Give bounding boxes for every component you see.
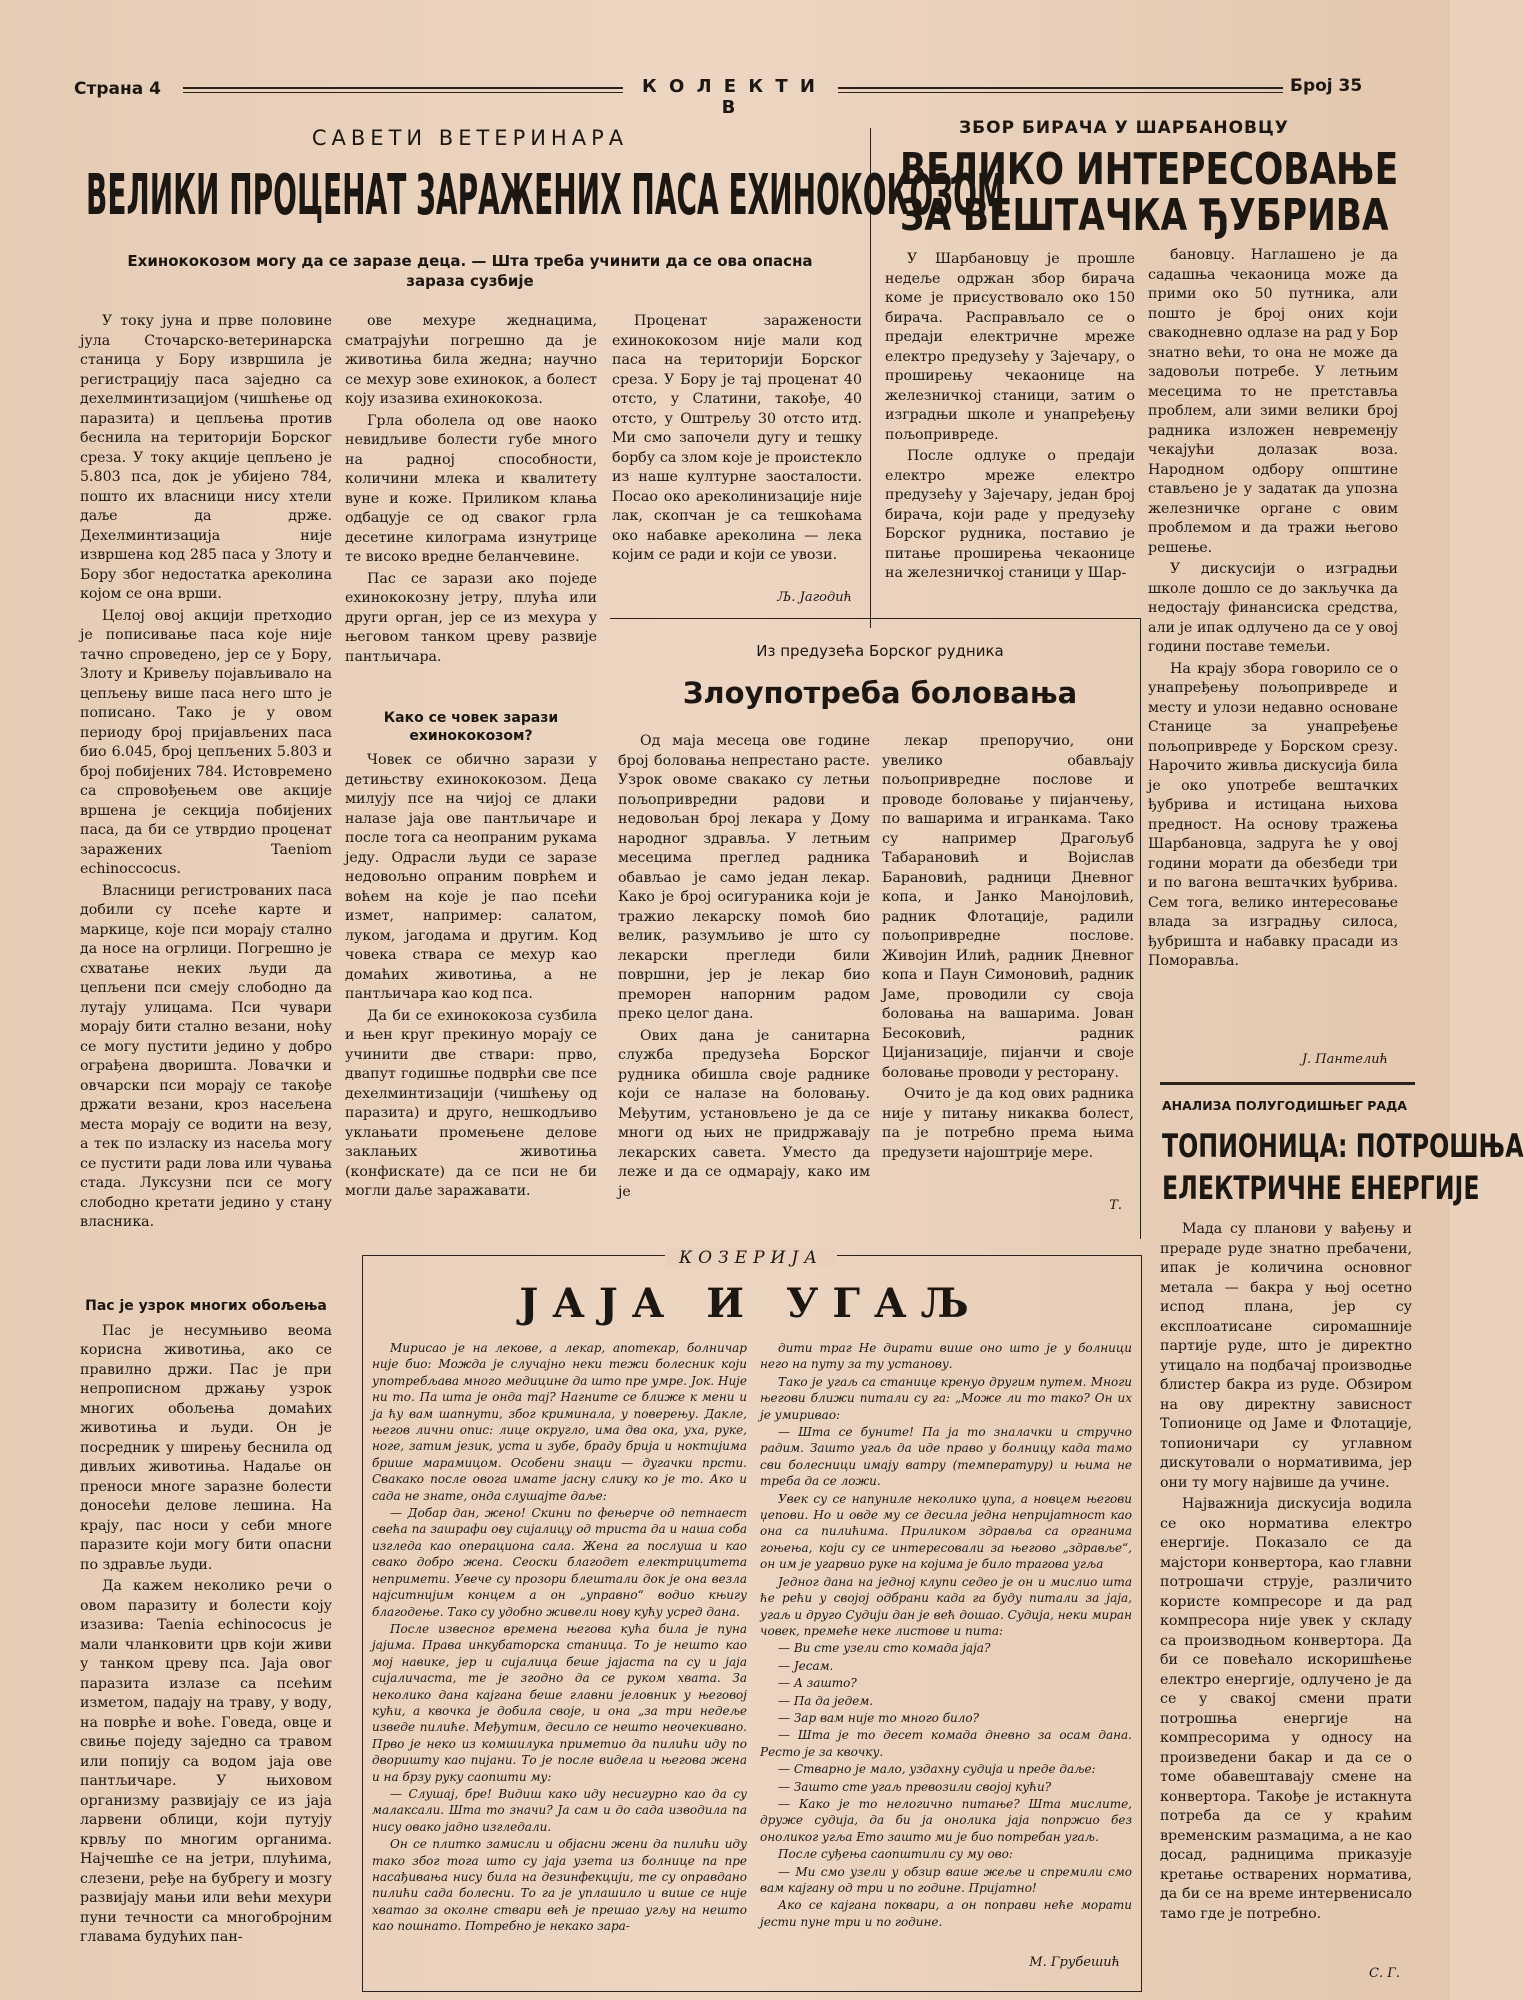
- article3-headline: Злоупотреба боловања: [682, 676, 1078, 710]
- paragraph: дити траг Не дирати више оно што је у болници него на путу за ту установу.: [760, 1341, 1132, 1372]
- article1-col2: [345, 312, 597, 702]
- paragraph: ове мехуре жеднацима, сматрајући погрешно да је животиња била жедна; научно се мехур зове ехинокок, а болест коју изазива ехинококоза.: [345, 313, 597, 407]
- paragraph: Очито је да код ових радника није у питању никаква болест, па је потребно према њима предузети најоштрије мере.: [882, 1086, 1134, 1161]
- paragraph: — Јесам.: [778, 1658, 834, 1673]
- article2-signature: Ј. Пантелић: [1301, 1052, 1388, 1067]
- paragraph: У току јуна и прве половине јула Сточарско-ветеринарска станица у Бору извршила је регистрацију паса заједно са дехелминтизацијом (чишћење од паразита) и цепљења против беснила на територији Борског среза. У току акције цепљено је 5.803 пса, док је убијено 784, пошто их власници нису хтели даље да држе. Дехелминтизација није извршена код 285 паса у Злоту и Бору због недостатка ареколина којом се она врши.: [80, 313, 332, 602]
- paragraph: Грла оболела од ове наоко невидљиве болести губе много на радној способности, количини млека и квалитету вуне и коже. Приликом клања одбацује се од сваког грла десетине килограма изнутрице те високо вредне беланчевине.: [345, 412, 597, 565]
- paragraph: — Зар вам није то много било?: [778, 1710, 980, 1725]
- paragraph: Тако је угаљ са станице кренуо другим путем. Многи његови ближи питали су га: „Може ли то тако? Он их је умиривао:: [760, 1374, 1132, 1422]
- paragraph: На крају збора говорило се о унапређењу пољопривреде и месту и улози недавно основане Станице за унапређење пољопривреде у Борском срезу. Нарочито живља дискусија била је око употребе вештачких ђубрива и истицана њихова предност. На основу тражења Шарбановца, задруга ће у овој години морати да обезбеди три и по вагона вештачких ђубрива. Сем тога, велико интересовање влада за изградњу силоса, ђубришта и набавку прасади из Поморавља.: [1148, 660, 1398, 969]
- paragraph: Човек се обично зарази у детињству ехинококозом. Деца милују псе на чијој се длаки налазе јаја ове пантљичаре и после тога са неопраним рукама једу. Одрасли људи се заразе недовољно опраним поврћем и воћем на које је пао псећи измет, например: салатом, луком, јагодама и другим. Код човека ствара се мехур као домаћих животиња, а не пантљичара као код пса.: [345, 752, 597, 1002]
- paragraph: лекар препоручио, они увелико обављају пољопривредне послове и проводе боловање у пијанчењу, по вашарима и игранкама. Тако су например Драгољуб Табарановић и Војислав Барановић, радници Дневног копа, и Јанко Манојловић, радник Флотације, радили пољопривредне послове. Живојин Илић, радник Дневног копа и Паун Симоновић, радник Јаме, проводили су своја боловања на вашарима. Јован Бесоковић, радник Цијанизације, пијанчи и своје боловање проводи у ресторану.: [882, 733, 1134, 1081]
- article3-kicker: Из предузећа Борског рудника: [756, 642, 1004, 660]
- paragraph: Пас се зарази ако поједе ехинококозну јетру, плућа или други орган, јер се из мехура у његовом танком цреву развије пантљичара.: [345, 570, 597, 665]
- article1-col2b: [345, 704, 597, 1244]
- paragraph: Да кажем неколико речи о овом паразиту и болести коју изазива: Taenia echinococus је мали чланковити црв који живи у танком цреву пса. Јаја овог паразита излазе са псећим изметом, падају на траву, у воду, на поврће и воће. Говеда, овце и свиње поједу заједно са травом или попију са водом јаја ове пантљичаре. У њиховом организму развијају се из јаја ларвени облици, који путују крвљу по многим органима. Најчешће се на јетри, плућима, слезени, ређе на бубрегу и мозгу развијају мањи или већи мехури пуни течности са многобројним главама будућих пан-: [80, 1578, 332, 1945]
- article1-col3: [612, 312, 862, 582]
- paragraph: Ових дана је санитарна служба предузећа Борског рудника обишла своје раднике који се налазе на боловању. Међутим, установљено је да се многи од њих не придржавају лекарских савета. Уместо да леже и да се одмарају, како им је: [618, 1027, 870, 1200]
- paragraph: — Шта је то десет комада дневно за осам дана. Ресто је за квочку.: [760, 1728, 1132, 1759]
- paragraph: Од маја месеца ове године број боловања непрестано расте. Узрок овоме свакако су летњи пољопривредни радови и недовољан број лекара у Дому народног здравља. У летњим месецима преглед радника обављао је само један лекар. Како је број осигураника који је тражио лекарску помоћ био велик, разумљиво је што су лекарски прегледи били површни, јер је лекар био преморен напорним радом преко целог дана.: [618, 733, 870, 1022]
- paragraph: После одлуке о предаји електро мреже електро предузећу у Зајечару, један број бирача, који раде у предузећу Борског рудника, поставио је питање проширења чекаонице на железничкој станици у Шар-: [885, 448, 1135, 581]
- paragraph: — Стварно је мало, уздахну судија и преде даље:: [778, 1762, 1096, 1777]
- paragraph: Најважнија дискусија водила се око норматива електро енергије. Показало се да мајстори конвертора, као главни потрошачи струје, различито користе компресоре и да рад компресора није увек у складу са производњом конвертора. Да би се повећало искоришћење електро енергије, одлучено је да се у свакој смени прати потрошња енергије на компресорима у односу на произведени бакар и да се о томе обавештавају смене на конвертора. Такође је истакнута потреба да се у краћим временским размацима, а не као досад, радницима приказује кретање остварених норматива, да би се на време интервенисало тамо где је потребно.: [1160, 1496, 1412, 1922]
- paragraph: Увек су се напуниле неколико џупа, а новцем његови џепови. Но и овде му се десила једна непријатност као она са пилићима. Приликом здравља са органима гоњења, који су се интересовали за његово „здравље“, он им је угарвио руке на којима је било трагова угља: [760, 1491, 1132, 1572]
- paragraph: У Шарбановцу је прошле недеље одржан збор бирача коме је присуствовало око 150 бирача. Расправљало се о предаји електричне мреже електро предузећу у Зајечару, о проширењу чекаонице на железничкој станици, затим о изградњи школе и унапређењу пољопривреде.: [885, 251, 1135, 443]
- paragraph: Мада су планови у вађењу и прераде руде знатно пребачени, ипак је количина основног метала — бакра у њој осетно испод плана, јер су експлоатисане сиромашније партије руде, што је директно утицало на подбачај производње блистер бакра из руде. Обзиром на ову директну зависност Топионице од Јаме и Флотације, топионичари су углавном дискутовали о нормативима, јер они ту могу највише да учине.: [1160, 1221, 1412, 1491]
- article4-headline2: ЕЛЕКТРИЧНЕ ЕНЕРГИЈЕ: [1162, 1169, 1480, 1207]
- section-subhead: Како се човек зарази ехинококозом?: [383, 710, 559, 744]
- paragraph: После извесног времена његова кућа била је пуна јајима. Права инкубаторска станица. То је нешто као мој навике, јер и сијалица беше јајаста па су и јаја сијаличаста, те је згодно да се руком хвата. За неколико дана кајгана беше главни јеловник у његовој кући, а квочка је добила своје, и она „за три недеље изведе пилиће. Међутим, десило се нешто неочекивано. Прво је неко из комшилука приметио да пилићи иду по дворишту као пијани. То је после видела и његова жена и на брзу руку саопшти му:: [372, 1621, 747, 1784]
- paragraph: Да би се ехинококоза сузбила и њен круг прекинуо морају се учинити две ствари: прво, двапут годишње подврћи све псе дехелминтизацији (чишћењу од паразита) и друго, нешкодљиво уклањати промењене делове заклањих животиња (конфискате) да се пси не би могли даље заражавати.: [345, 1007, 597, 1199]
- paragraph: — А зашто?: [778, 1676, 857, 1691]
- paragraph: Целој овој акцији претходио је пописивање паса које није тачно спроведено, јер се у Бору, Злоту и Кривељу појављивало на цепљењу више паса него што је пописано. Тако је у овом периоду број пријављених паса био 6.045, број цепљених 5.803 и број побијених 784. Истовремено са спровођењем ове акције вршена је секција побијених паса, да би се утврдио проценат заражених Taeniom echinoccocus.: [80, 607, 332, 877]
- paragraph: Једног дана на једној клупи седео је он и мислио шта ће рећи у својој одбрани када га буду питали за јаја, угаљ и друго Судији дан је већ дошао. Судија, неки миран човек, премеће неке листове и пита:: [760, 1574, 1132, 1638]
- article1-col1b: [80, 1292, 332, 2000]
- section-subhead: Пас је узрок многих обољења: [85, 1298, 327, 1314]
- article2-kicker: ЗБОР БИРАЧА У ШАРБАНОВЦУ: [959, 118, 1289, 138]
- article1-subhead: Ехинококозом могу да се заразе деца. — Шта треба учинити да се ова опасна зараза сузбије: [127, 252, 813, 290]
- kozerija-col1: [372, 1340, 747, 1980]
- paragraph: Власници регистрованих паса добили су псеће карте и маркице, које пси морају стално да носе на огрлици. Погрешно је схватање неких људи да цепљени пси смеју слободно да лутају улицама. Пси чувари морају бити стално везани, ноћу се могу пустити једино у добро ограђена дворишта. Ловачки и овчарски пси морају се такође држати везани, кроз насељена места морају се водити на везу, а тек по изласку из насеља могу се пустити ради лова или чувања стада. Луксузни пси се могу слободно кретати једино у стану власника.: [80, 882, 332, 1230]
- kozerija-title: ЈАЈА И УГАЉ: [519, 1280, 983, 1327]
- kozerija-col2: [760, 1340, 1132, 1945]
- article4-headline1: ТОПИОНИЦА: ПОТРОШЊА: [1162, 1127, 1524, 1165]
- page-number: Страна 4: [74, 79, 161, 99]
- article2-headline1: ВЕЛИКО ИНТЕРЕСОВАЊЕ: [900, 144, 1399, 195]
- paragraph: — Добар дан, жено! Скини по фењерче од петнаест свећа па зашрафи ову сијалицу од триста да и наша соба изгледа као операциона сала. Жена га послуша и као свако добро жена. Сеоски благодет електрицитета непримети. Увече су прозори блештали док је она везла најситнијим концем а он „управно“ водио књигу благодење. Тако су удобно живели нову кућу усред дана.: [372, 1506, 747, 1619]
- article4-kicker: АНАЛИЗА ПОЛУГОДИШЊЕГ РАДА: [1162, 1098, 1407, 1113]
- paragraph: Он се плитко замисли и објасни жени да пилићи иду тако због тога што су јаја узета из болнице па пре насађивања нису била на дезинфекцији, те су оправдано пилићи сада болесни. То га је уплашило и више се није хватао за околне ствари већ је прешао угљу на нешто као пошнато. Потребно је некако зара-: [372, 1837, 747, 1934]
- paragraph: Проценат заражености ехинококозом није мали код паса на територији Борског среза. У Бору је тај проценат 40 отсто, у Слатини, такође, 40 отсто, у Оштрељу 30 отсто итд. Ми смо започели дугу и тешку борбу са злом које је проистекло из наше културне заосталости. Посао око ареколинизације није лак, скопчан је са тешкоћама око набавке ареколина — лека којим се ради и који се увози.: [612, 313, 862, 563]
- paragraph: бановцу. Наглашено је да садашња чекаоница може да прими око 50 путника, али пошто је број оних који свакодневно одлазе на рад у Бор знатно већи, то она не може да задовољи потребе. У летњим месецима то не претставља проблем, али зими велики број радника изложен невременју чекајући долазак воза. Народном одбору општине стављено је у задатак да упозна железничке органе с овим проблемом и да тражи његово решење.: [1148, 247, 1398, 556]
- paragraph: После суђења саопштили су му ово:: [778, 1847, 1013, 1862]
- article1-headline: ВЕЛИКИ ПРОЦЕНАТ ЗАРАЖЕНИХ ПАСА ЕХИНОКОКОЗОМ: [86, 163, 1005, 228]
- article1-col1: [80, 312, 332, 1290]
- article4-col: [1160, 1220, 1412, 1965]
- paragraph: У дискусији о изградњи школе дошло се до закључка да недостају финансиска средства, али је ипак одлучено да се у овој години поставе темељи.: [1148, 561, 1398, 655]
- kozerija-signature: М. Грубешић: [1029, 1955, 1120, 1970]
- paragraph: — Како је то нелогично питање? Шта мислите, друже судија, да би ја онолика јаја попржио без оноликог угља Ето зашто ми је био потребан угаљ.: [760, 1796, 1132, 1844]
- kozerija-kicker: КОЗЕРИЈА: [665, 1248, 837, 1268]
- paragraph: — Ви сте узели сто комада јаја?: [778, 1641, 991, 1656]
- article4-signature: С. Г.: [1369, 1966, 1400, 1981]
- paragraph: — Слушај, бре! Видиш како иду несигурно као да су малаксали. Шта то значи? Ја сам и до сада изводила па нису овако јадно изгледали.: [372, 1786, 747, 1834]
- paragraph: Пас је несумњиво веома корисна животиња, ако се правилно држи. Пас је при непрописном држању узрок многих обољења домаћих животиња и људи. Он је посредник у ширењу беснила од дивљих животиња. Надаље он преноси многе заразне болести доносећи делове лешина. На крају, пас носи у себи многе паразите који могу бити опасни по здравље људи.: [80, 1322, 332, 1573]
- newspaper-title: К О Л Е К Т И В: [642, 76, 818, 118]
- paragraph: — Зашто сте угаљ превозили својој кући?: [778, 1779, 1052, 1794]
- paragraph: Мирисао је на лекове, а лекар, апотекар, болничар није био: Можда је случајно неки тежи болесник који употребљава много медицине да што пре умре. Јок. Није ни то. Па шта је онда тај? Нагните се ближе к мени и ја ћу вам шапнути, због криминала, у поверењу. Дакле, његов лични опис: лице округло, има два ока, уха, руке, ноге, затим језик, уста и зубе, браду брија и ноктијима брише марамицом. Особени знаци — дугачки прсти. Свакако после овога имате јасну слику ко је то. Ако и сада не знате, онда слушајте даље:: [372, 1341, 747, 1503]
- paragraph: — Па да једем.: [778, 1693, 874, 1708]
- article3-col1: [618, 732, 870, 1244]
- article3-signature: Т.: [1109, 1198, 1122, 1213]
- paragraph: Ако се кајгана поквари, а он поправи неће морати јести пуне три и по године.: [760, 1898, 1132, 1929]
- paragraph: — Шта се буните! Па ја то зналачки и стручно радим. Зашто угаљ да иде право у болницу када тамо сви болесници имају ватру (температуру) и њима не треба да се ложи.: [760, 1425, 1132, 1489]
- article2-col2: [1148, 246, 1398, 1056]
- article2-headline2: ЗА ВЕШТАЧКА ЂУБРИВА: [900, 190, 1389, 241]
- article3-col2: [882, 732, 1134, 1202]
- article2-col1: [885, 250, 1135, 610]
- paragraph: — Ми смо узели у обзир ваше жеље и спремили смо вам кајгану од три и по године. Пријатно!: [760, 1864, 1132, 1895]
- article1-kicker: САВЕТИ ВЕТЕРИНАРА: [311, 126, 629, 150]
- issue-number: Број 35: [1290, 76, 1363, 96]
- article1-signature: Љ. Јагодић: [777, 590, 852, 605]
